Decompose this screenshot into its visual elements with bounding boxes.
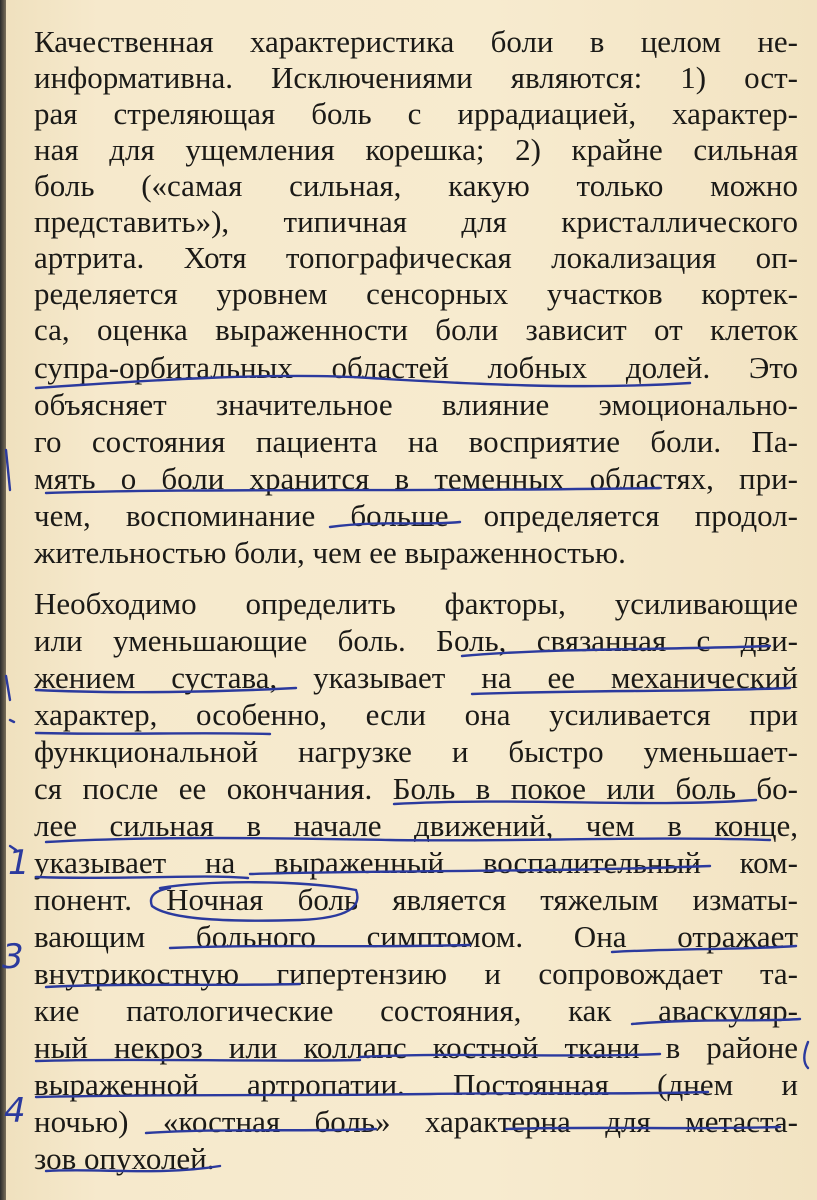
text-line: го состояния пациента на восприятие боли. Па- [34, 424, 798, 459]
text-line: жительностью боли, чем ее выраженностью. [34, 535, 626, 570]
text-line: ределяется уровнем сенсорных участков кортек- [34, 276, 798, 311]
text-line: жением сустава, указывает на ее механический [34, 660, 798, 695]
underline-stroke [36, 877, 248, 878]
underline-stroke [36, 1060, 360, 1061]
margin-mark: 3 [2, 937, 24, 977]
underline-stroke [472, 688, 790, 694]
text-line: указывает на выраженный воспалительный ком- [34, 845, 798, 880]
text-line: артрита. Хотя топографическая локализация оп- [34, 240, 798, 275]
text-line: лее сильная в начале движений, чем в конце, [34, 808, 798, 843]
pen-tick [6, 676, 10, 700]
underline-stroke [394, 800, 756, 804]
text-line: ночью) «костная боль» характерна для метаста- [34, 1104, 798, 1139]
margin-mark: 1 [8, 843, 30, 883]
underline-stroke [250, 866, 710, 874]
underline-stroke [46, 838, 770, 842]
text-line: зов опухолей. [34, 1141, 215, 1176]
text-line: супра-орбитальных областей лобных долей. Это [34, 350, 798, 385]
text-line: понент. Ночная боль является тяжелым изматы- [34, 882, 798, 917]
underline-stroke [36, 733, 270, 734]
pen-tick [10, 720, 14, 722]
text-line: боль («самая сильная, какую только можно [34, 168, 798, 203]
text-line: ся после ее окончания. Боль в покое или боль бо- [34, 771, 798, 806]
text-line: рая стреляющая боль с иррадиацией, характер- [34, 96, 798, 131]
underline-stroke [170, 945, 470, 948]
text-line: объясняет значительное влияние эмоционально- [34, 387, 798, 422]
text-line: ная для ущемления корешка; 2) крайне сильная [34, 132, 798, 167]
text-line: кие патологические состояния, как аваскуляр- [34, 993, 798, 1028]
text-line: ный некроз или коллапс костной ткани в районе [34, 1030, 798, 1065]
underline-stroke [36, 1092, 708, 1097]
text-line: Качественная характеристика боли в целом не- [34, 24, 798, 59]
underline-stroke [330, 522, 460, 527]
text-line: или уменьшающие боль. Боль, связанная с дви- [34, 623, 798, 658]
text-line: Необходимо определить факторы, усиливающие [34, 586, 798, 621]
underline-stroke [36, 688, 296, 692]
underline-stroke [632, 1019, 800, 1024]
text-line: функциональной нагрузке и быстро уменьшает- [34, 734, 798, 769]
text-line: вающим больного симптомом. Она отражает [34, 919, 798, 954]
text-line: выраженной артропатии. Постоянная (днем и [34, 1067, 798, 1102]
pen-tick [6, 450, 10, 490]
circle-mark [151, 882, 357, 920]
underline-stroke [46, 488, 660, 493]
text-line: мять о боли хранится в теменных областях, при- [34, 461, 798, 496]
text-line: информативна. Исключениями являются: 1) ост- [34, 60, 798, 95]
margin-mark: 4 [4, 1091, 26, 1131]
text-line: са, оценка выраженности боли зависит от клеток [34, 312, 798, 347]
underline-stroke [146, 1129, 376, 1133]
underline-stroke [360, 1054, 660, 1057]
underline-stroke [506, 1127, 780, 1129]
text-line: внутрикостную гипертензию и сопровождает та- [34, 956, 798, 991]
text-line: характер, особенно, если она усиливается при [34, 697, 798, 732]
underline-stroke [46, 984, 300, 987]
underline-stroke [46, 1166, 220, 1171]
pen-tick [804, 1042, 808, 1068]
text-line: представить»), типичная для кристаллического [34, 204, 798, 239]
underline-stroke [462, 646, 770, 656]
underline-stroke [612, 946, 796, 952]
text-line: чем, воспоминание больше определяется продол- [34, 498, 798, 533]
underline-stroke [36, 376, 690, 388]
